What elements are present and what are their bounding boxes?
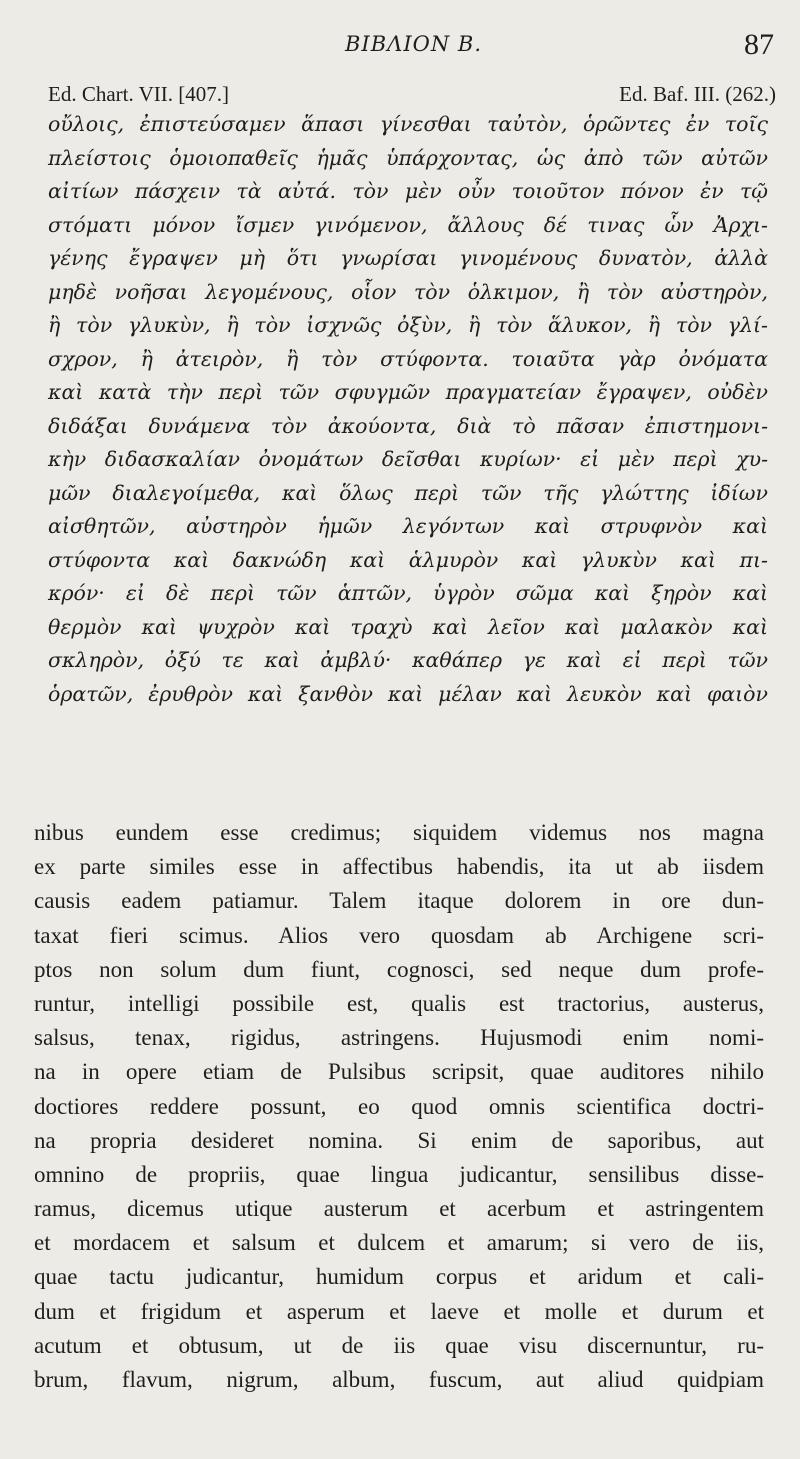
greek-text-line: σκληρὸν, ὀξύ τε καὶ ἀμβλύ· καθάπερ γε καὶ εἰ περὶ τῶν xyxy=(48,648,768,672)
latin-text-line: taxat fieri scimus. Alios vero quosdam ab Archigene scri- xyxy=(34,922,764,948)
latin-text-line: nibus eundem esse credimus; siquidem videmus nos magna xyxy=(34,820,764,845)
page-header xyxy=(0,22,800,82)
latin-text-block xyxy=(34,816,764,1397)
greek-text-block xyxy=(48,108,768,711)
greek-text-line: στύφοντα καὶ δακνώδη καὶ ἁλμυρὸν καὶ γλυκὺν καὶ πι- xyxy=(48,547,768,572)
latin-text-line: na in opere etiam de Pulsibus scripsit, quae auditores nihilo xyxy=(34,1059,764,1085)
latin-text-line: dum et frigidum et asperum et laeve et molle et durum et xyxy=(34,1298,764,1324)
greek-text-line: ἢ τὸν γλυκὺν, ἢ τὸν ἰσχνῶς ὀξὺν, ἢ τὸν ἅλυκον, ἢ τὸν γλί- xyxy=(48,313,768,337)
greek-text-line: αἰσθητῶν, αὐστηρὸν ἡμῶν λεγόντων καὶ στρυφνὸν καὶ xyxy=(48,514,768,538)
latin-text-line: et mordacem et salsum et dulcem et amarum; si vero de iis, xyxy=(34,1230,764,1256)
latin-text-line: ptos non solum dum fiunt, cognosci, sed neque dum profe- xyxy=(34,956,764,982)
greek-text-line: γένης ἔγραψεν μὴ ὅτι γνωρίσαι γινομένους δυνατὸν, ἀλλὰ xyxy=(48,246,768,270)
latin-text-line: brum, flavum, nigrum, album, fuscum, aut aliud quidpiam xyxy=(34,1367,764,1392)
page-number: 87 xyxy=(744,28,774,61)
edition-basel-reference: Ed. Baf. III. (262.) xyxy=(619,82,776,106)
greek-text-line: θερμὸν καὶ ψυχρὸν καὶ τραχὺ καὶ λεῖον καὶ μαλακὸν καὶ xyxy=(48,614,768,639)
greek-text-line: οὔλοις, ἐπιστεύσαμεν ἅπασι γίνεσθαι ταὐτὸν, ὁρῶντες ἐν τοῖς xyxy=(48,112,768,136)
latin-text-line: omnino de propriis, quae lingua judicantur, sensilibus disse- xyxy=(34,1161,764,1187)
greek-text-line: καὶ κατὰ τὴν περὶ τῶν σφυγμῶν πραγματείαν ἔγραψεν, οὐδὲν xyxy=(48,380,768,404)
greek-text-line: διδάξαι δυνάμενα τὸν ἀκούοντα, διὰ τὸ πᾶσαν ἐπιστημονι- xyxy=(48,413,768,438)
latin-text-line: doctiores reddere possunt, eo quod omnis scientifica doctri- xyxy=(34,1093,764,1119)
greek-text-line: σχρον, ἢ ἀτειρὸν, ἢ τὸν στύφοντα. τοιαῦτα γὰρ ὀνόματα xyxy=(48,346,768,371)
greek-text-line: μηδὲ νοῆσαι λεγομένους, οἷον τὸν ὁλκιμον, ἢ τὸν αὐστηρὸν, xyxy=(48,279,768,304)
latin-text-line: na propria desideret nomina. Si enim de saporibus, aut xyxy=(34,1127,764,1153)
latin-text-line: acutum et obtusum, ut de iis quae visu discernuntur, ru- xyxy=(34,1332,764,1358)
latin-text-line: salsus, tenax, rigidus, astringens. Hujusmodi enim nomi- xyxy=(34,1025,764,1051)
greek-text-line: μῶν διαλεγοίμεθα, καὶ ὅλως περὶ τῶν τῆς γλώττης ἰδίων xyxy=(48,480,768,505)
latin-text-line: ex parte similes esse in affectibus habendis, ita ut ab iisdem xyxy=(34,854,764,880)
latin-text-line: ramus, dicemus utique austerum et acerbum et astringentem xyxy=(34,1196,764,1222)
latin-text-line: runtur, intelligi possibile est, qualis est tractorius, austerus, xyxy=(34,990,764,1016)
running-title: BIBΛION B. xyxy=(345,32,482,56)
latin-text-line: causis eadem patiamur. Talem itaque dolorem in ore dun- xyxy=(34,888,764,914)
greek-text-line: ὁρατῶν, ἐρυθρὸν καὶ ξανθὸν καὶ μέλαν καὶ λευκὸν καὶ φαιὸν xyxy=(48,681,768,706)
greek-text-line: κρόν· εἰ δὲ περὶ τῶν ἁπτῶν, ὑγρὸν σῶμα καὶ ξηρὸν καὶ xyxy=(48,581,768,605)
greek-text-line: πλείστοις ὁμοιοπαθεῖς ἡμᾶς ὑπάρχοντας, ὡς ἀπὸ τῶν αὐτῶν xyxy=(48,145,768,170)
greek-text-line: κὴν διδασκαλίαν ὀνομάτων δεῖσθαι κυρίων· εἰ μὲν περὶ χυ- xyxy=(48,447,768,471)
greek-text-line: στόματι μόνον ἴσμεν γινόμενον, ἄλλους δέ τινας ὧν Ἀρχι- xyxy=(48,212,768,237)
edition-references xyxy=(0,82,800,108)
latin-text-line: quae tactu judicantur, humidum corpus et aridum et cali- xyxy=(34,1264,764,1290)
greek-text-line: αἰτίων πάσχειν τὰ αὐτά. τὸν μὲν οὖν τοιοῦτον πόνον ἐν τῷ xyxy=(48,179,768,203)
edition-chart-reference: Ed. Chart. VII. [407.] xyxy=(48,82,229,106)
